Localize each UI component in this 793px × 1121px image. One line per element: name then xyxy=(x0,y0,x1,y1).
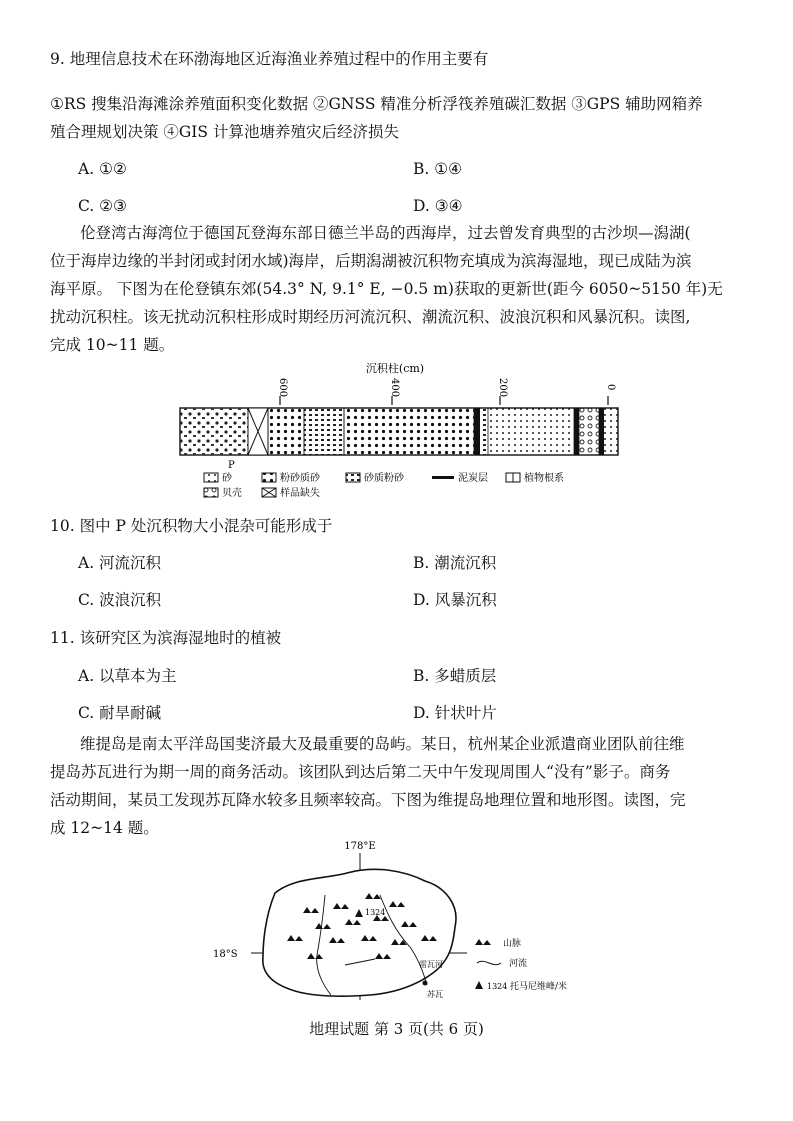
passage2-line4: 成 12~14 题。 xyxy=(50,819,159,837)
passage1-line2: 位于海岸边缘的半封闭或封闭水域)海岸，后期潟湖被沉积物充填成为滨海湿地，现已成陆为滨 xyxy=(50,252,692,270)
page-footer: 地理试题 第 3 页(共 6 页) xyxy=(309,1020,484,1038)
q9-option-a[interactable]: A. ①② xyxy=(78,160,127,178)
q9-option-c[interactable]: C. ②③ xyxy=(78,197,127,215)
passage2-line2: 提岛苏瓦进行为期一周的商务活动。该团队到达后第二天中午发现周围人“没有”影子。商务 xyxy=(50,763,671,781)
q9-option-b[interactable]: B. ①④ xyxy=(413,160,463,178)
legend-sandy-silt: 砂质粉砂 xyxy=(364,473,404,484)
river-label-rewa: 雷瓦河 xyxy=(419,960,443,969)
legend-peak-value: 1324 xyxy=(487,982,508,991)
legend-missing-sample: 样品缺失 xyxy=(280,488,320,499)
q9-stem: 9. 地理信息技术在环渤海地区近海渔业养殖过程中的作用主要有 xyxy=(50,50,489,68)
passage1-line4: 扰动沉积柱。该无扰动沉积柱形成时期经历河流沉积、潮流沉积、波浪沉积和风暴沉积。读图, xyxy=(50,308,691,326)
legend-peak-name: 托马尼维峰/米 xyxy=(510,982,568,992)
q10-option-a[interactable]: A. 河流沉积 xyxy=(78,554,162,572)
tick-400: 400 xyxy=(389,378,400,398)
island-outline xyxy=(263,869,456,996)
legend-shell: 贝壳 xyxy=(222,488,242,499)
legend-plant-roots: 植物根系 xyxy=(524,473,564,484)
passage1-line1: 伦登湾古海湾位于德国瓦登海东部日德兰半岛的西海岸，过去曾发育典型的古沙坝—潟湖( xyxy=(80,224,691,242)
layer-p-mixed xyxy=(180,408,248,455)
legend-peat: 泥炭层 xyxy=(458,473,488,484)
q11-option-d[interactable]: D. 针状叶片 xyxy=(413,704,497,722)
tick-200: 200 xyxy=(497,378,508,398)
passage1-line5: 完成 10~11 题。 xyxy=(50,336,175,354)
lat-label-18s: 18°S xyxy=(213,949,238,960)
q11-option-b[interactable]: B. 多蜡质层 xyxy=(413,667,497,685)
legend-sand: 砂 xyxy=(222,473,232,484)
q9-items-line2: 殖合理规划决策 ④GIS 计算池塘养殖灾后经济损失 xyxy=(50,123,399,141)
q10-option-d[interactable]: D. 风暴沉积 xyxy=(413,591,497,609)
q10-option-b[interactable]: B. 潮流沉积 xyxy=(413,554,497,572)
tick-0: 0 xyxy=(605,384,616,391)
legend-silty-sand: 粉砂质砂 xyxy=(280,473,320,484)
viti-levu-map xyxy=(205,835,595,1005)
passage2-line1: 维提岛是南太平洋岛国斐济最大及最重要的岛屿。某日，杭州某企业派遣商业团队前往维 xyxy=(80,735,685,753)
column-title: 沉积柱(cm) xyxy=(365,362,425,375)
lon-label-178e: 178°E xyxy=(344,841,376,852)
tick-600: 600 xyxy=(277,378,288,398)
legend-rivers: 河流 xyxy=(509,959,528,969)
q9-items-line1: ①RS 搜集沿海滩涂养殖面积变化数据 ②GNSS 精准分析浮筏养殖碳汇数据 ③GPS 辅助网箱养 xyxy=(50,95,703,113)
passage2-line3: 活动期间，某员工发现苏瓦降水较多且频率较高。下图为维提岛地理位置和地形图。读图，完 xyxy=(50,791,686,809)
sediment-column-figure xyxy=(170,358,630,508)
legend-mountains: 山脉 xyxy=(503,939,522,949)
peak-1324: 1324 xyxy=(365,908,386,917)
q9-option-d[interactable]: D. ③④ xyxy=(413,197,463,215)
p-label: P xyxy=(228,460,235,471)
q11-option-c[interactable]: C. 耐旱耐碱 xyxy=(78,704,162,722)
q10-stem: 10. 图中 P 处沉积物大小混杂可能形成于 xyxy=(50,517,333,535)
q11-stem: 11. 该研究区为滨海湿地时的植被 xyxy=(50,629,282,647)
passage1-line3: 海平原。 下图为在伦登镇东郊(54.3° N, 9.1° E, −0.5 m)获取的更新世(距今 6050~5150 年)无 xyxy=(50,280,723,298)
q11-option-a[interactable]: A. 以草本为主 xyxy=(78,667,177,685)
q10-option-c[interactable]: C. 波浪沉积 xyxy=(78,591,162,609)
city-label-suva: 苏瓦 xyxy=(427,990,443,999)
